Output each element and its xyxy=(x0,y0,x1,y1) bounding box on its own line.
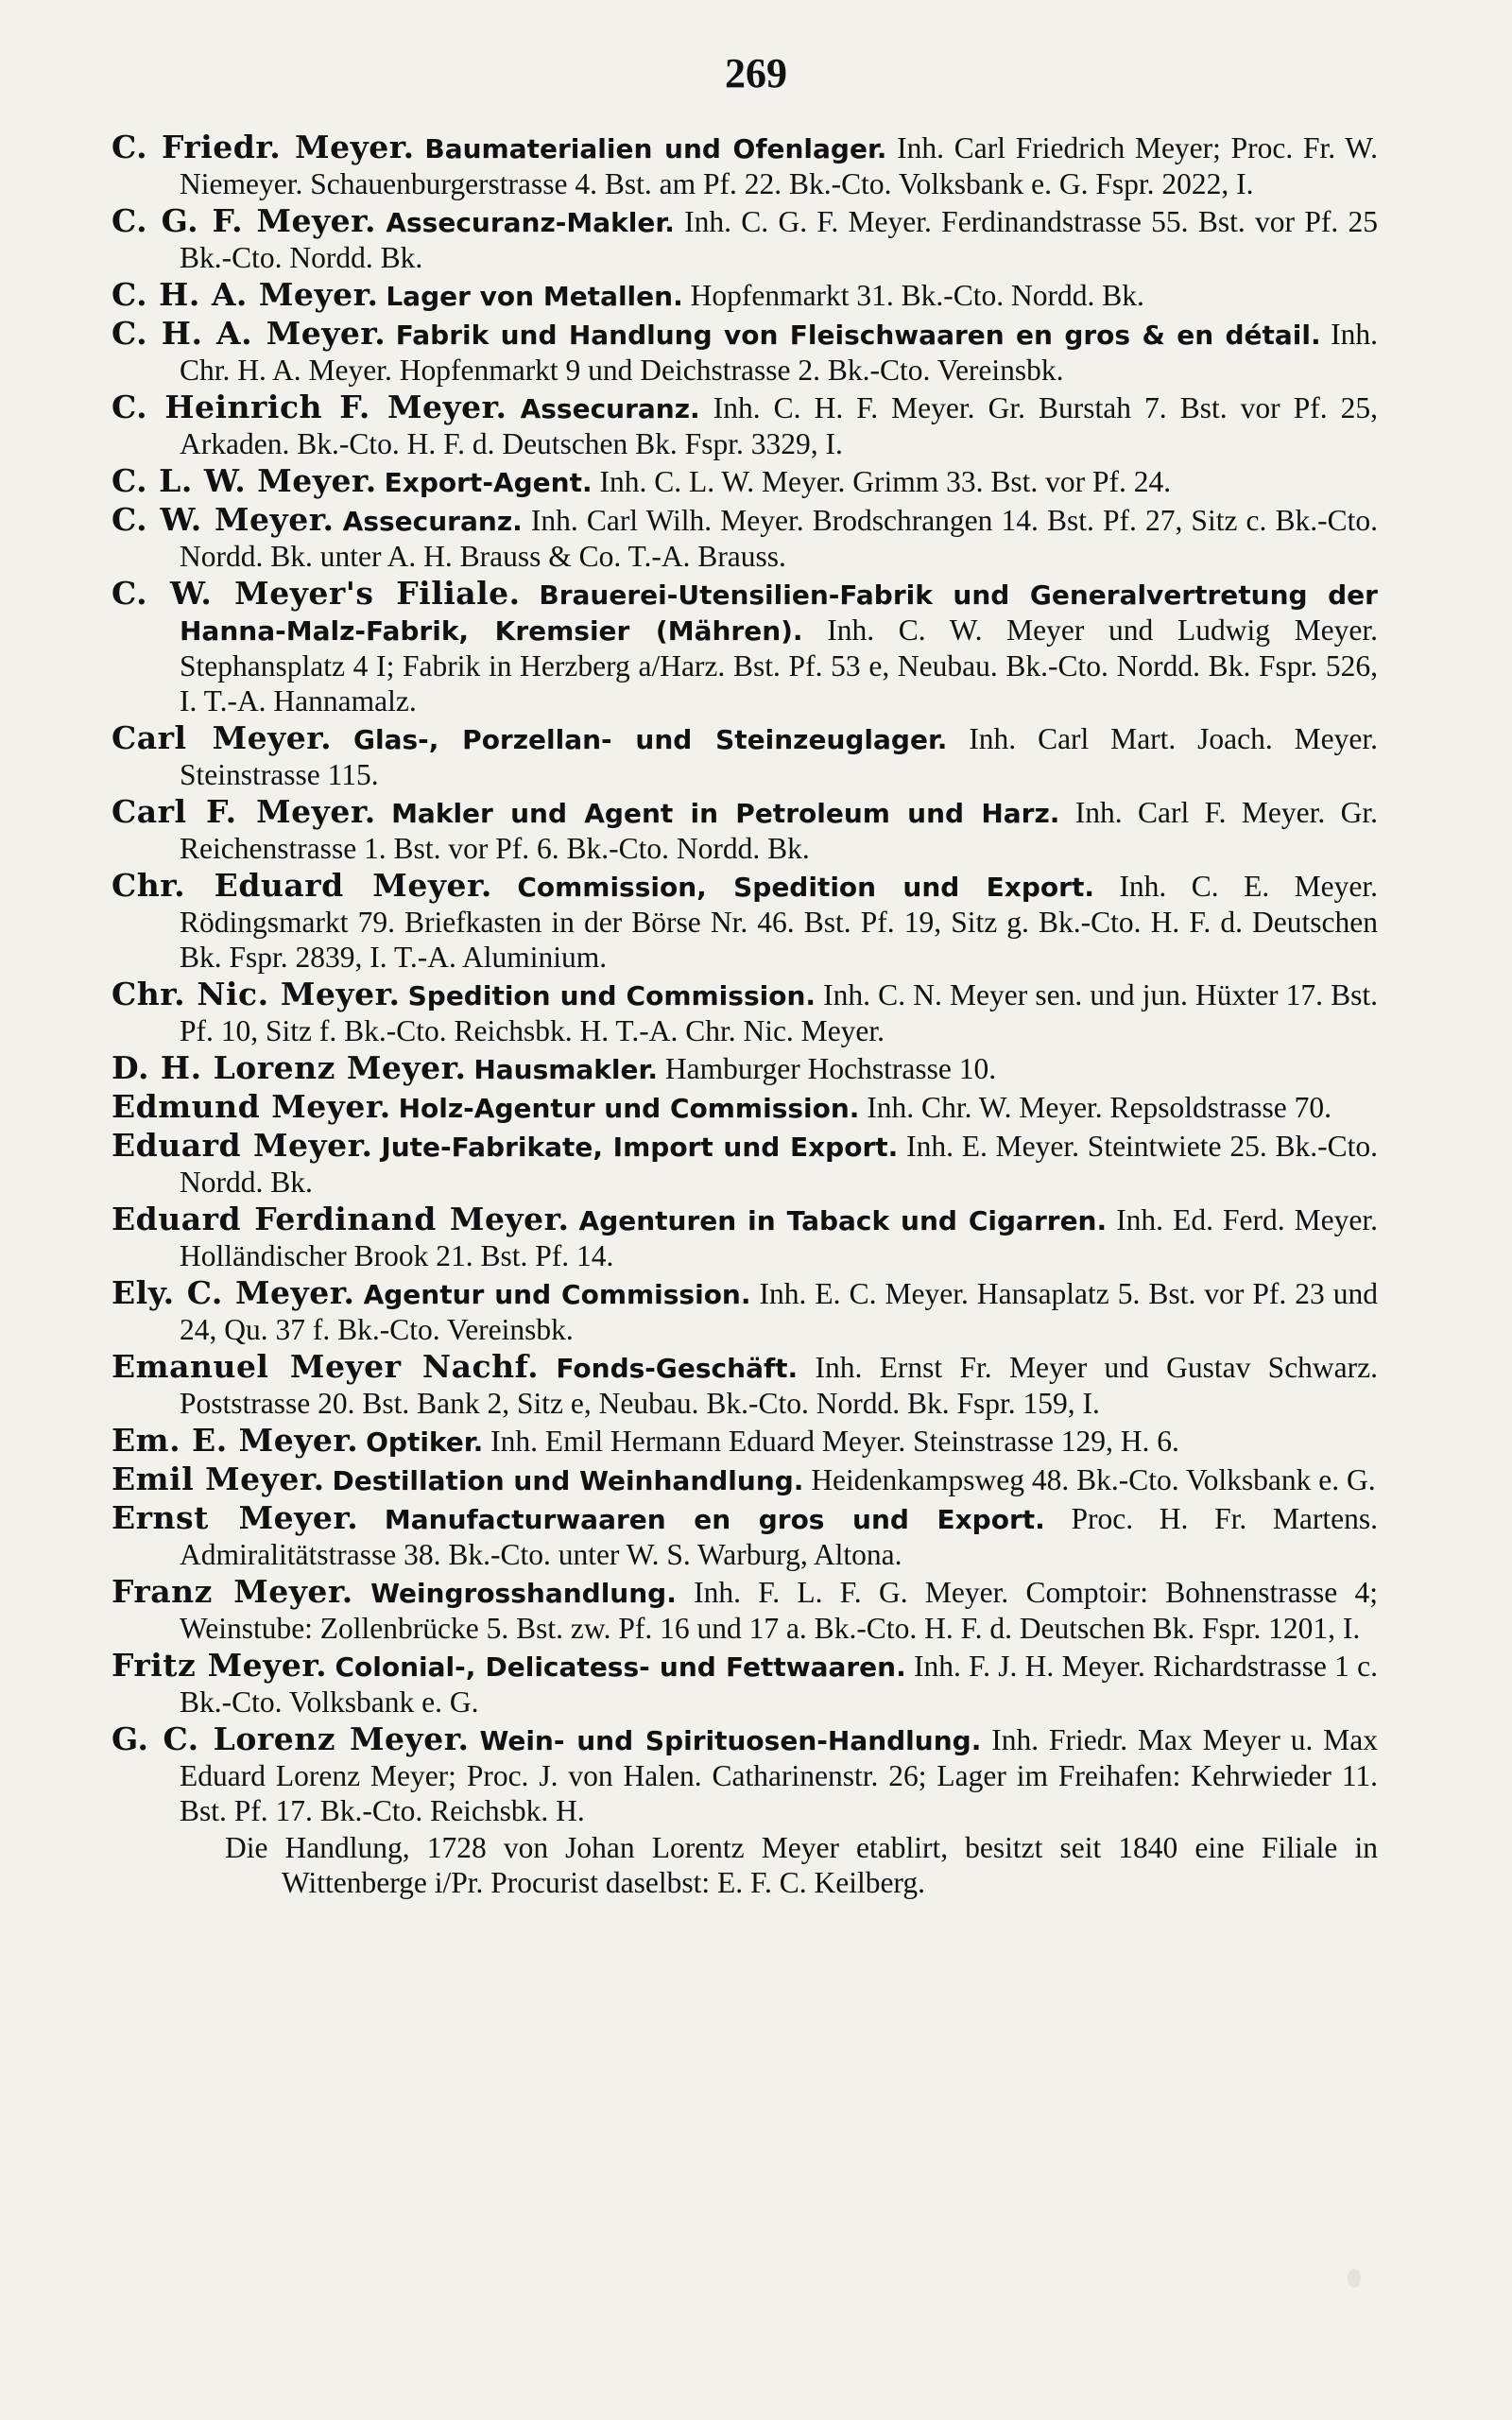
entry-detail: Inh. Ernst Fr. Meyer und Gustav Schwarz. Poststrasse 20. Bst. Bank 2, Sitz e, Neubau. Bk.-Cto. Nordd. Bk. Fspr. 159, I. xyxy=(180,1351,1378,1420)
entry-trade: Optiker. xyxy=(366,1426,484,1458)
entry-name: Emil Meyer. xyxy=(112,1461,325,1497)
directory-entry xyxy=(112,203,1378,275)
entry-detail: Hopfenmarkt 31. Bk.-Cto. Nordd. Bk. xyxy=(690,279,1144,312)
entry-name: Emanuel Meyer Nachf. xyxy=(112,1348,540,1385)
entry-name: Edmund Meyer. xyxy=(112,1088,391,1125)
entry-trade: Manufacturwaaren en gros und Export. xyxy=(384,1504,1045,1535)
entry-name: Carl Meyer. xyxy=(112,719,333,756)
entry-trade: Hausmakler. xyxy=(473,1054,658,1085)
entry-trade: Colonial-, Delicatess- und Fettwaaren. xyxy=(335,1651,906,1683)
entry-name: Carl F. Meyer. xyxy=(112,793,376,830)
entry-detail: Inh. Friedr. Max Meyer u. Max Eduard Lorenz Meyer; Proc. J. von Halen. Catharinenstr. 26; Lager im Freihafen: Kehrwieder 11. Bst. Pf. 17. Bk.-Cto. Reichsbk. H. xyxy=(180,1723,1378,1827)
entry-name: C. W. Meyer. xyxy=(112,501,335,538)
entry-trade: Brauerei-Utensilien-Fabrik und Generalvertretung der Hanna-Malz-Fabrik, Kremsier (Mähren). xyxy=(180,579,1378,647)
entry-detail: Hamburger Hochstrasse 10. xyxy=(664,1052,997,1085)
directory-entry xyxy=(112,277,1378,314)
entry-detail: Inh. C. N. Meyer sen. und jun. Hüxter 17. Bst. Pf. 10, Sitz f. Bk.-Cto. Reichsbk. H. T.-A. Chr. Nic. Meyer. xyxy=(180,978,1379,1047)
entry-name: Ely. C. Meyer. xyxy=(112,1274,355,1311)
entry-trade: Holz-Agentur und Commission. xyxy=(398,1093,860,1124)
entry-trade: Baumaterialien und Ofenlager. xyxy=(424,133,887,164)
entry-name: C. Heinrich F. Meyer. xyxy=(112,389,507,425)
directory-entry xyxy=(112,463,1378,500)
directory-entry xyxy=(112,1349,1378,1421)
entry-detail: Inh. Carl Mart. Joach. Meyer. Steinstrasse 115. xyxy=(180,722,1379,791)
entry-detail: Inh. F. J. H. Meyer. Richardstrasse 1 c. Bk.-Cto. Volksbank e. G. xyxy=(180,1650,1379,1719)
entry-name: Chr. Eduard Meyer. xyxy=(112,867,492,904)
directory-entry xyxy=(112,1500,1378,1572)
entry-detail: Inh. Emil Hermann Eduard Meyer. Steinstrasse 129, H. 6. xyxy=(490,1425,1179,1458)
entry-trade: Assecuranz. xyxy=(520,393,700,424)
directory-entry xyxy=(112,794,1378,866)
entry-detail: Inh. Carl F. Meyer. Gr. Reichenstrasse 1. Bst. vor Pf. 6. Bk.-Cto. Nordd. Bk. xyxy=(180,796,1378,865)
directory-entry xyxy=(112,502,1378,574)
directory-entry xyxy=(112,1050,1378,1087)
entry-detail: Inh. C. W. Meyer und Ludwig Meyer. Stephansplatz 4 I; Fabrik in Herzberg a/Harz. Bst. Pf. 53 e, Neubau. Bk.-Cto. Nordd. Bk. Fspr. 526, I. T.-A. Hannamalz. xyxy=(180,614,1378,717)
entry-detail: Inh. E. Meyer. Steintwiete 25. Bk.-Cto. Nordd. Bk. xyxy=(180,1130,1378,1199)
entry-trade: Wein- und Spirituosen-Handlung. xyxy=(479,1725,982,1756)
directory-entry xyxy=(112,1128,1378,1200)
entry-detail: Inh. C. L. W. Meyer. Grimm 33. Bst. vor Pf. 24. xyxy=(599,465,1172,498)
entry-name: C. H. A. Meyer. xyxy=(112,315,387,352)
entry-name: C. G. F. Meyer. xyxy=(112,202,377,239)
entry-detail: Inh. C. H. F. Meyer. Gr. Burstah 7. Bst. vor Pf. 25, Arkaden. Bk.-Cto. H. F. d. Deutschen Bk. Fspr. 3329, I. xyxy=(180,391,1379,460)
entry-detail: Inh. C. G. F. Meyer. Ferdinandstrasse 55. Bst. vor Pf. 25 Bk.-Cto. Nordd. Bk. xyxy=(180,205,1378,274)
entry-trade: Lager von Metallen. xyxy=(386,281,683,312)
directory-entry xyxy=(112,130,1378,201)
directory-entry xyxy=(112,1721,1378,1828)
entry-detail: Inh. Carl Wilh. Meyer. Brodschrangen 14. Bst. Pf. 27, Sitz c. Bk.-Cto. Nordd. Bk. unter A. H. Brauss & Co. T.-A. Brauss. xyxy=(180,504,1379,573)
entry-trade: Export-Agent. xyxy=(384,467,593,498)
directory-entry xyxy=(112,868,1378,975)
entry-detail: Inh. Carl Friedrich Meyer; Proc. Fr. W. Niemeyer. Schauenburgerstrasse 4. Bst. am Pf. 22. Bk.-Cto. Volksbank e. G. Fspr. 2022, I. xyxy=(180,131,1379,200)
entry-detail: Inh. C. E. Meyer. Rödingsmarkt 79. Briefkasten in der Börse Nr. 46. Bst. Pf. 19, Sitz g. Bk.-Cto. H. F. d. Deutschen Bk. Fspr. 2839, I. T.-A. Aluminium. xyxy=(180,870,1379,974)
entry-detail: Inh. Chr. W. Meyer. Repsoldstrasse 70. xyxy=(867,1091,1332,1124)
entry-name: Ernst Meyer. xyxy=(112,1499,359,1536)
entry-trade: Destillation und Weinhandlung. xyxy=(332,1465,804,1496)
entry-detail: Inh. Ed. Ferd. Meyer. Holländischer Brook 21. Bst. Pf. 14. xyxy=(180,1203,1379,1272)
directory-entry xyxy=(112,1574,1378,1646)
directory-entry xyxy=(112,389,1378,461)
entry-name: Em. E. Meyer. xyxy=(112,1422,359,1459)
entry-name: Fritz Meyer. xyxy=(112,1647,328,1684)
entry-trade: Glas-, Porzellan- und Steinzeuglager. xyxy=(353,724,948,755)
entry-trade: Fabrik und Handlung von Fleischwaaren en gros & en détail. xyxy=(395,320,1321,351)
entry-detail: Inh. Chr. H. A. Meyer. Hopfenmarkt 9 und Deichstrasse 2. Bk.-Cto. Vereinsbk. xyxy=(180,318,1378,387)
entry-name: Eduard Meyer. xyxy=(112,1127,373,1164)
entry-trade: Makler und Agent in Petroleum und Harz. xyxy=(391,798,1060,829)
entry-detail: Heidenkampsweg 48. Bk.-Cto. Volksbank e. G. xyxy=(811,1463,1376,1496)
directory-entry xyxy=(112,316,1378,388)
directory-entry xyxy=(112,1648,1378,1720)
entry-trade: Fonds-Geschäft. xyxy=(556,1353,799,1384)
directory-entry xyxy=(112,1089,1378,1126)
entry-trade: Spedition und Commission. xyxy=(407,980,816,1011)
entry-name: D. H. Lorenz Meyer. xyxy=(112,1049,467,1086)
directory-entry xyxy=(112,1201,1378,1273)
paper-speck xyxy=(1348,2269,1361,2288)
directory-entry xyxy=(112,1275,1378,1347)
entry-trade: Agenturen in Taback und Cigarren. xyxy=(578,1205,1108,1236)
entry-trade: Assecuranz. xyxy=(342,506,523,537)
entry-note: Die Handlung, 1728 von Johan Lorentz Meyer etablirt, besitzt seit 1840 eine Filiale in Wittenberge i/Pr. Procurist daselbst: E. F. C. Keilberg. xyxy=(225,1831,1378,1899)
entry-trade: Commission, Spedition und Export. xyxy=(517,872,1094,903)
entry-trade: Assecuranz-Makler. xyxy=(386,207,675,238)
entry-name: C. W. Meyer's Filiale. xyxy=(112,575,521,612)
entry-name: C. Friedr. Meyer. xyxy=(112,129,415,165)
directory-entry xyxy=(112,1423,1378,1460)
entry-name: G. C. Lorenz Meyer. xyxy=(112,1720,470,1757)
entry-detail: Proc. H. Fr. Martens. Admiralitätstrasse 38. Bk.-Cto. unter W. S. Warburg, Altona. xyxy=(180,1502,1379,1571)
directory-entry xyxy=(112,977,1378,1048)
entry-trade: Agentur und Commission. xyxy=(363,1279,751,1310)
entry-name: C. H. A. Meyer. xyxy=(112,276,379,313)
entry-trade: Jute-Fabrikate, Import und Export. xyxy=(381,1132,899,1163)
entry-name: Chr. Nic. Meyer. xyxy=(112,976,401,1012)
entry-name: Franz Meyer. xyxy=(112,1573,353,1610)
entry-detail: Inh. F. L. F. G. Meyer. Comptoir: Bohnenstrasse 4; Weinstube: Zollenbrücke 5. Bst. zw. Pf. 16 und 17 a. Bk.-Cto. H. F. d. Deutschen Bk. Fspr. 1201, I. xyxy=(180,1576,1378,1645)
entry-name: C. L. W. Meyer. xyxy=(112,462,377,499)
entry-list xyxy=(112,130,1378,1828)
directory-entry xyxy=(112,1461,1378,1498)
directory-entry xyxy=(112,576,1378,718)
directory-entry xyxy=(112,720,1378,792)
entry-detail: Inh. E. C. Meyer. Hansaplatz 5. Bst. vor Pf. 23 und 24, Qu. 37 f. Bk.-Cto. Vereinsbk. xyxy=(180,1277,1379,1346)
entry-name: Eduard Ferdinand Meyer. xyxy=(112,1201,570,1237)
page-number: 269 xyxy=(725,50,787,96)
entry-trade: Weingrosshandlung. xyxy=(370,1578,677,1609)
